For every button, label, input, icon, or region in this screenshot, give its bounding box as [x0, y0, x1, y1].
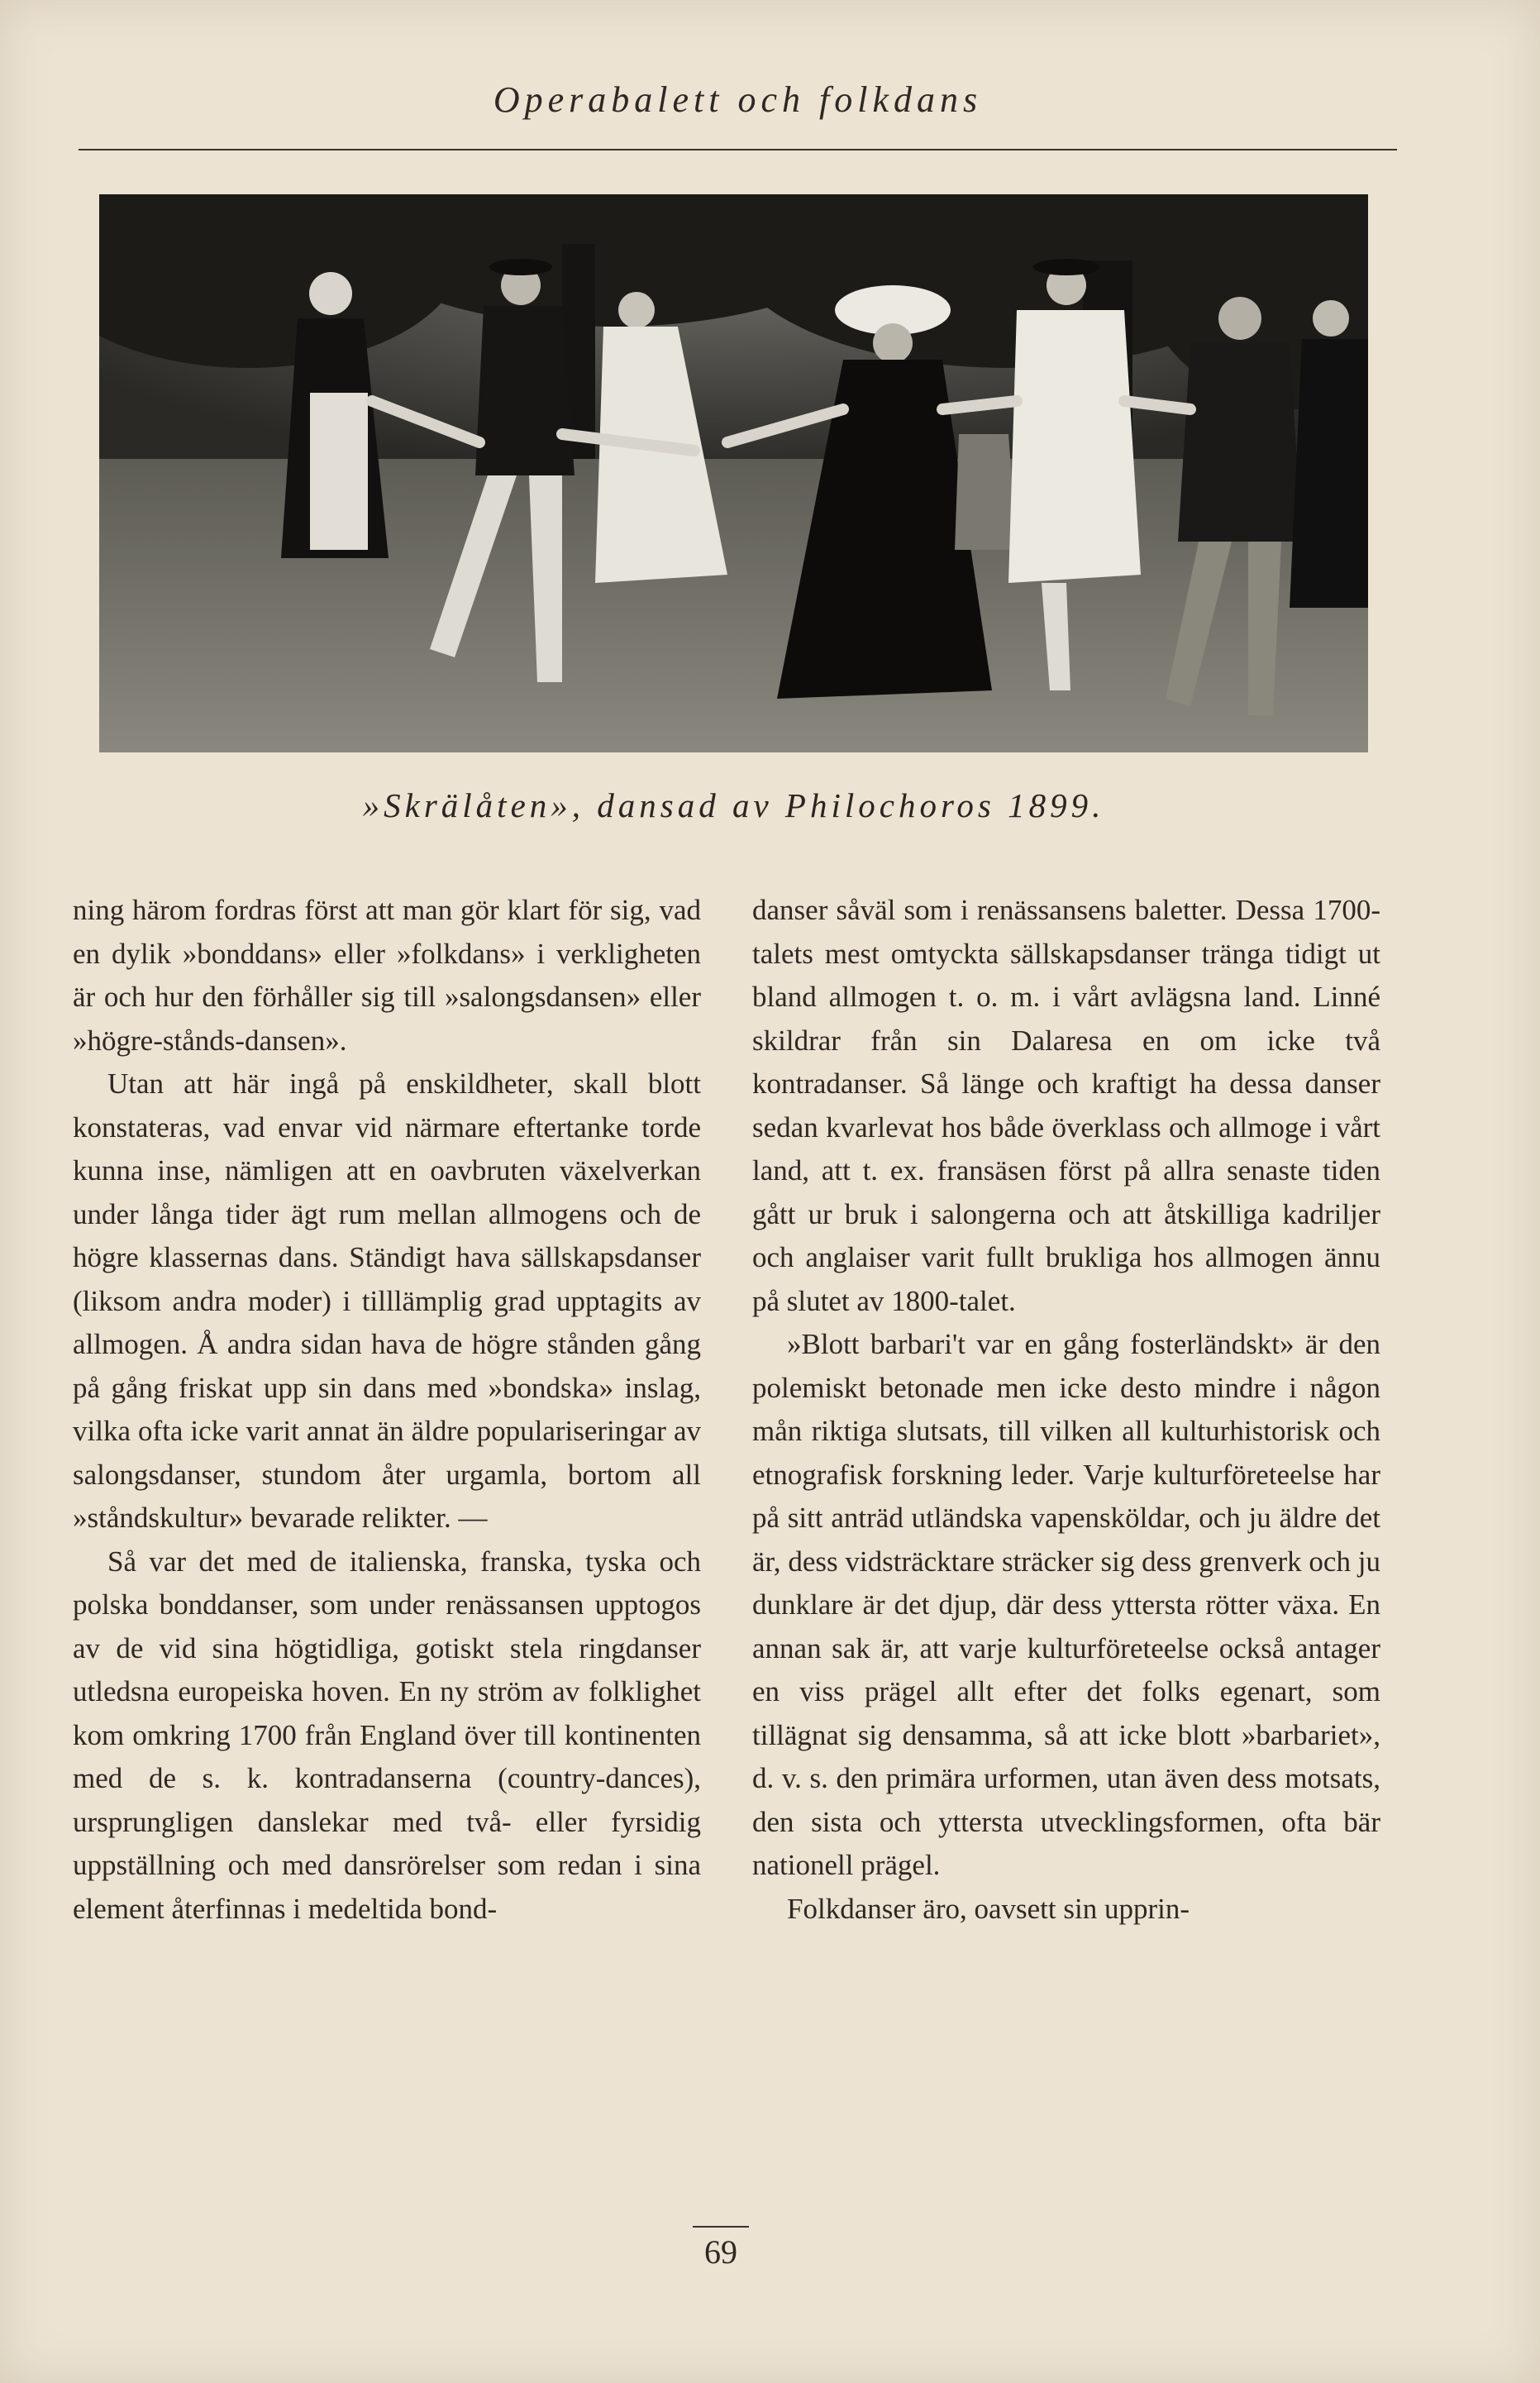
paragraph: Folkdanser äro, oavsett sin upprin-: [787, 1892, 1190, 1925]
page-number: 69: [704, 2233, 737, 2271]
paragraph: »Blott barbari't var en gång fosterländskt» är den polemiskt betonade men icke desto mindre i någon mån riktiga slutsats, till vilken all kulturhistorisk och etnografisk forskning leder. Varje kulturföreteelse har på sitt anträd utländska vapensköldar, och ju äldre det är, dess vidsträcktare sträcker sig dess grenverk och ju dunklare är det djup, där dess yttersta rötter växa. En annan sak är, att varje kulturföreteelse också antager en viss prägel allt efter det folks egenart, som tillägnat sig densamma, så att icke blott »barbariet», d. v. s. den primära urformen, utan även dess motsats, den sista och yttersta utvecklingsformen, ofta bär nationell prägel.: [752, 1328, 1380, 1881]
paragraph: Så var det med de italienska, franska, tyska och polska bonddanser, som under renässansen upptogos av de vid sina högtidliga, gotiskt stela ringdanser utledsna europeiska hoven. En ny ström av folklighet kom omkring 1700 från England över till kontinenten med de s. k. kontradanserna (country-dances), ursprungligen danslekar med två- eller fyrsidig uppställning och med dansrörelser som redan i sina element återfinnas i medeltida bond-: [73, 1545, 701, 1925]
folio-rule: [693, 2226, 749, 2228]
paragraph: danser såväl som i renässansens baletter. Dessa 1700-talets mest omtyckta sällskapsdanser tränga tidigt ut bland allmogen t. o. m. i vårt avlägsna land. Linné skildrar från sin Dalaresa en om icke två kontradanser. Så länge och kraftigt ha dessa danser sedan kvarlevat hos både överklass och allmoge i vårt land, att t. ex. fransäsen först på allra senaste tiden gått ur bruk i salongerna och att åtskilliga kadriljer och anglaiser varit fullt brukliga hos allmogen ännu på slutet av 1800-talet.: [752, 894, 1380, 1317]
photo-caption: »Skrälåten», dansad av Philochoros 1899.: [362, 786, 1105, 824]
paragraph: Utan att här ingå på enskildheter, skall blott konstateras, vad envar vid närmare eftertanke torde kunna inse, nämligen att en oavbruten växelverkan under långa tider ägt rum mellan allmogens och de högre klassernas dans. Ständigt hava sällskapsdanser (liksom andra moder) i tilllämplig grad upptagits av allmogen. Å andra sidan hava de högre stånden gång på gång friskat upp sin dans med »bondska» inslag, vilka ofta icke varit annat än äldre populariseringar av salongsdanser, stundom åter urgamla, bortom all »ståndskultur» bevarade relikter. —: [73, 1067, 701, 1534]
folk-dance-photo: [99, 194, 1368, 752]
right-column: [752, 889, 1380, 1931]
paragraph: ning härom fordras först att man gör klart för sig, vad en dylik »bonddans» eller »folkdans» i verkligheten är och hur den förhåller sig till »salongsdansen» eller »högre-stånds-dansen».: [73, 894, 701, 1057]
running-head: Operabalett och folkdans: [493, 79, 983, 120]
header-rule: [79, 149, 1397, 150]
left-column: [73, 889, 701, 1931]
folk-dance-photo-icon: [99, 194, 1368, 752]
